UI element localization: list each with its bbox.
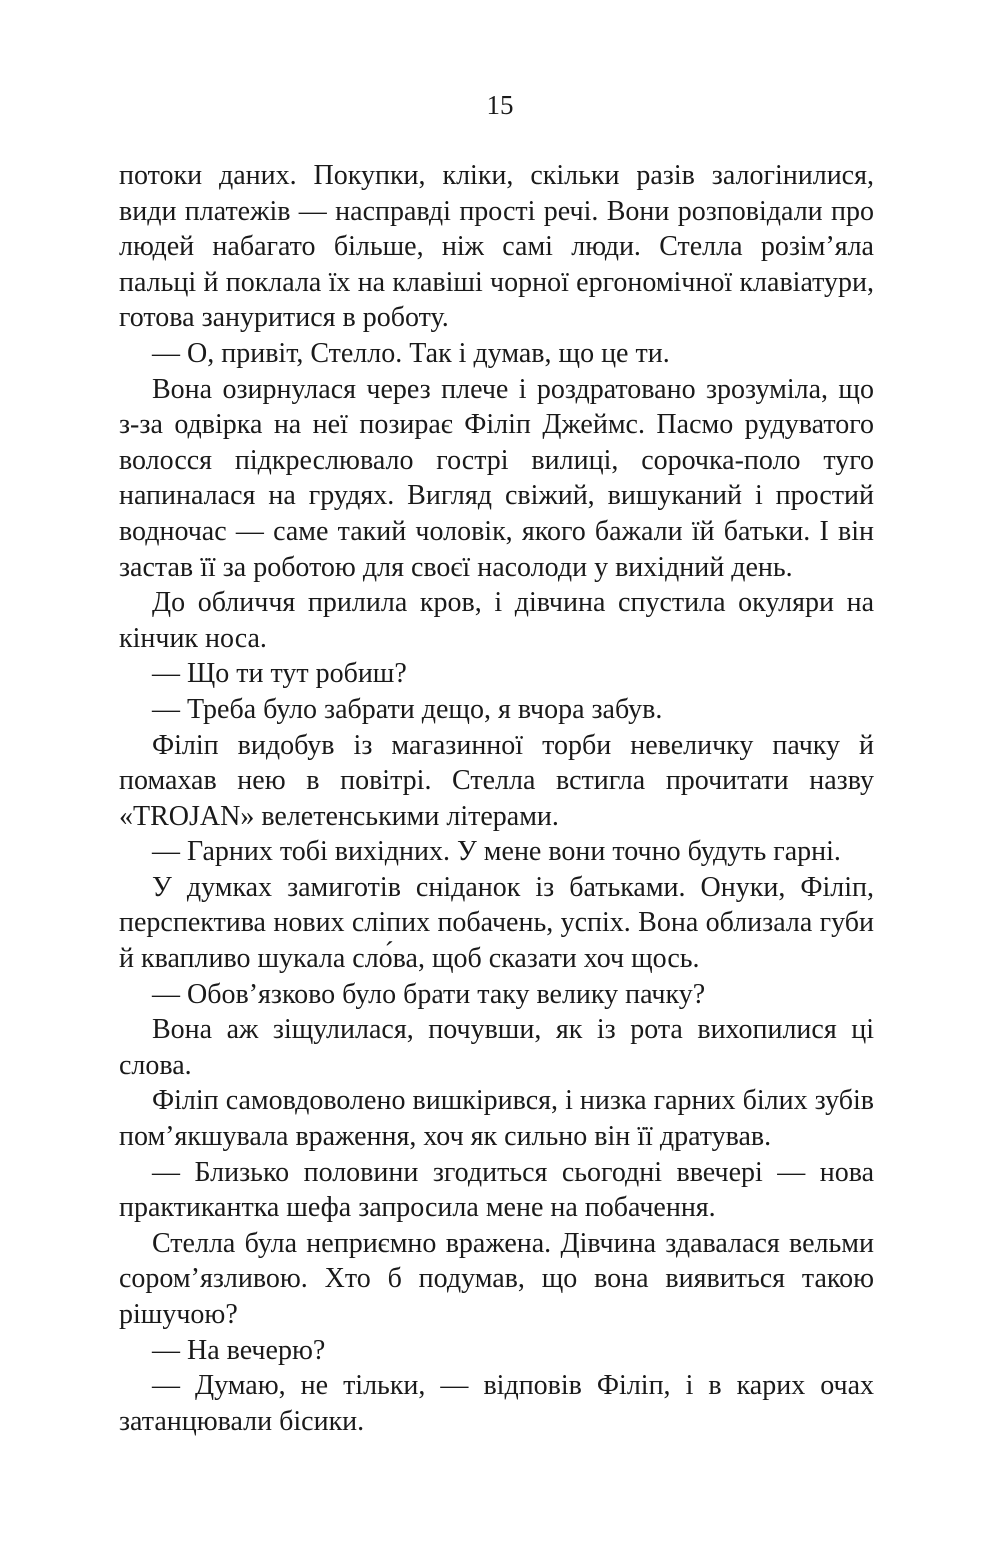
paragraph: — На вечерю? [152,1334,326,1366]
paragraph: До обличчя прилила кров, і дівчина спустила окуляри на кінчик носа. [119,587,874,654]
paragraph: — Гарних тобі вихідних. У мене вони точно будуть гарні. [152,836,841,868]
paragraph: потоки даних. Покупки, кліки, скільки разів залогінилися, види платежів — насправді прості речі. Вони розповідали про людей набагато більше, ніж самі люди. Стелла розім’яла пальці й поклала їх на клавіші чорної ергономічної клавіатури, готова зануритися в роботу. [119,160,874,334]
paragraph: Філіп самовдоволено вишкірився, і низка гарних білих зубів пом’якшувала враження, хоч як сильно він її дратував. [119,1085,874,1153]
paragraph: Вона озирнулася через плече і роздратовано зрозуміла, що з-за одвірка на неї позирає Філіп Джеймс. Пасмо рудуватого волосся підкреслювало гострі вилиці, сорочка-поло туго напиналася на грудях. Вигляд свіжий, вишуканий і простий водночас — саме такий чоловік, якого бажали їй батьки. І він застав її за роботою для своєї насолоди у вихідний день. [119,373,874,583]
paragraph: — Обов’язково було брати таку велику пачку? [152,978,706,1010]
paragraph: У думках замиготів сніданок із батьками. Онуки, Філіп, перспектива нових сліпих побачень, успіх. Вона облизала губи й квапливо шукала сло́ва, щоб сказати хоч щось. [119,871,874,975]
page-number: 15 [486,90,514,120]
paragraph: — Що ти тут робиш? [152,658,407,690]
paragraph: Вона аж зіщулилася, почувши, як із рота вихопилися ці слова. [119,1014,874,1081]
text-body [119,158,874,1439]
paragraph: — О, привіт, Стелло. Так і думав, що це ти. [152,337,670,369]
paragraph: Стелла була неприємно вражена. Дівчина здавалася вельми сором’язливою. Хто б подумав, що вона виявиться такою рішучою? [119,1227,874,1330]
paragraph: — Близько половини згодиться сьогодні ввечері — нова практикантка шефа запросила мене на побачення. [119,1156,874,1224]
paragraph: Філіп видобув із магазинної торби невеличку пачку й помахав нею в повітрі. Стелла встигла прочитати назву «TROJAN» велетенськими літерами. [119,729,874,832]
paragraph: — Треба було забрати дещо, я вчора забув. [152,693,663,725]
paragraph: — Думаю, не тільки, — відповів Філіп, і в карих очах затанцювали бісики. [119,1370,874,1437]
